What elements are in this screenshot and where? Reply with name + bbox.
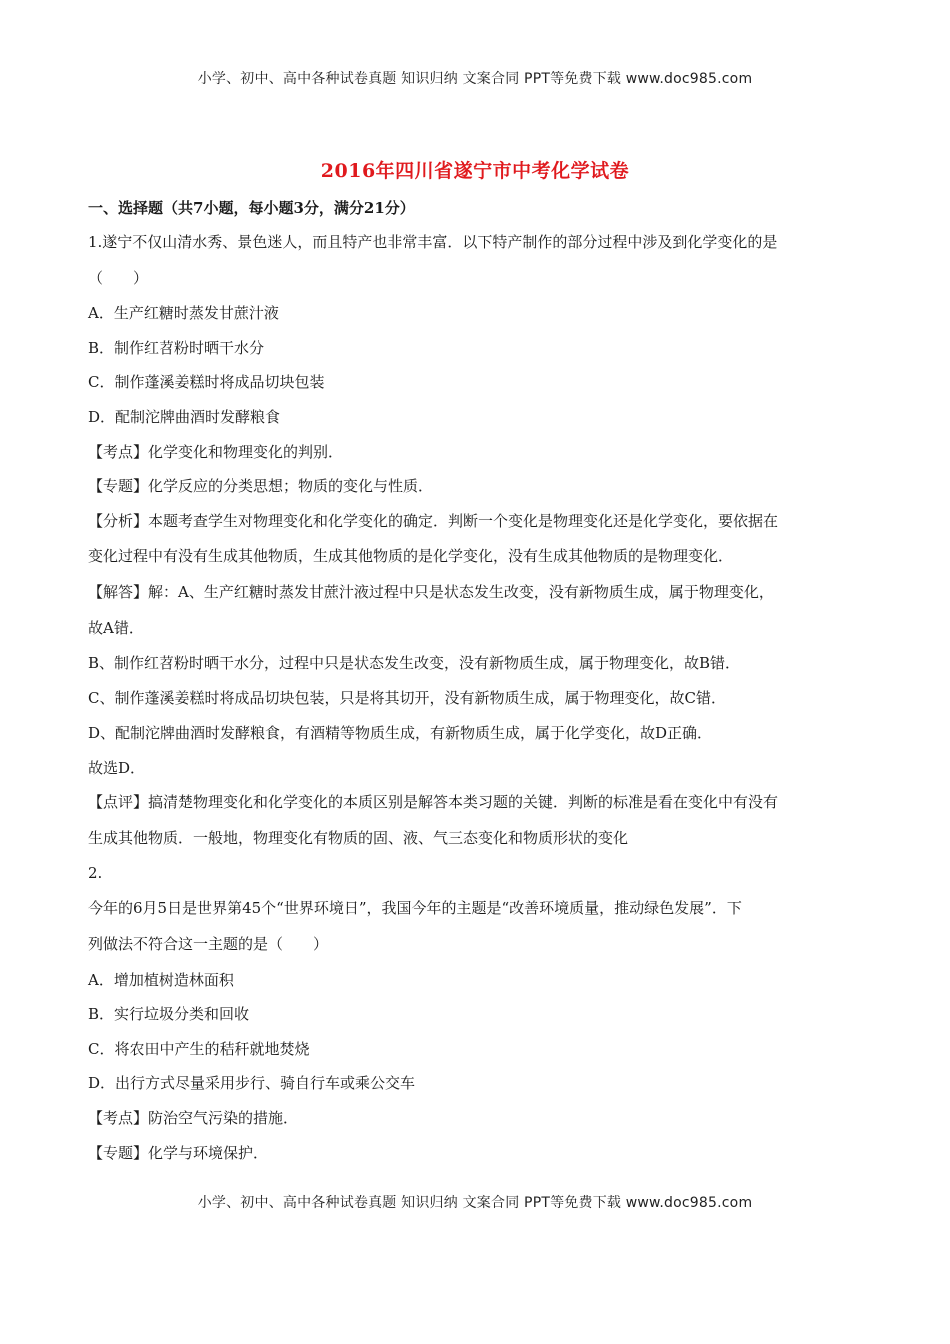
q2-option-b: B．实行垃圾分类和回收 [88, 1005, 250, 1023]
q1-stem-line1: 1.遂宁不仅山清水秀、景色迷人，而且特产也非常丰富．以下特产制作的部分过程中涉及到化学变化的是 [88, 233, 778, 251]
q1-jieda-line2: 故A错． [88, 619, 144, 637]
q1-stem-line2: （ ） [88, 269, 149, 287]
q2-zhuanti: 【专题】化学与环境保护． [88, 1144, 269, 1162]
q1-option-a: A．生产红糖时蒸发甘蔗汁液 [88, 304, 279, 322]
q2-option-c: C．将农田中产生的秸秆就地焚烧 [88, 1040, 310, 1058]
page-footer: 小学、初中、高中各种试卷真题 知识归纳 文案合同 PPT等免费下载 www.doc985.com [197, 1195, 753, 1211]
q1-jieda-line1: 【解答】解：A、生产红糖时蒸发甘蔗汁液过程中只是状态发生改变，没有新物质生成，属于物理变化， [88, 583, 774, 601]
q1-dianping-line2: 生成其他物质．一般地，物理变化有物质的固、液、气三态变化和物质形状的变化 [88, 829, 629, 847]
q1-option-b: B．制作红苕粉时晒干水分 [88, 339, 265, 357]
q2-number: 2. [88, 864, 103, 882]
q1-kaodian: 【考点】化学变化和物理变化的判别． [88, 443, 344, 461]
q1-dianping-line1: 【点评】搞清楚物理变化和化学变化的本质区别是解答本类习题的关键．判断的标准是看在变化中有没有 [88, 793, 779, 811]
page-header: 小学、初中、高中各种试卷真题 知识归纳 文案合同 PPT等免费下载 www.doc985.com [197, 71, 753, 87]
exam-title: 2016年四川省遂宁市中考化学试卷 [320, 160, 630, 182]
q1-answer: 故选D． [88, 759, 146, 777]
q1-jieda-d: D、配制沱牌曲酒时发酵粮食，有酒精等物质生成，有新物质生成，属于化学变化，故D正确． [88, 724, 713, 742]
q1-option-c: C．制作蓬溪姜糕时将成品切块包装 [88, 373, 325, 391]
q1-jieda-c: C、制作蓬溪姜糕时将成品切块包装，只是将其切开，没有新物质生成，属于物理变化，故C错． [88, 689, 726, 707]
q1-fenxi-line2: 变化过程中有没有生成其他物质，生成其他物质的是化学变化，没有生成其他物质的是物理变化． [88, 547, 734, 565]
q1-zhuanti: 【专题】化学反应的分类思想；物质的变化与性质． [88, 477, 434, 495]
section-heading: 一、选择题（共7小题，每小题3分，满分21分） [88, 199, 415, 217]
q2-stem-line1: 今年的6月5日是世界第45个“世界环境日”，我国今年的主题是“改善环境质量，推动绿色发展”．下 [88, 899, 742, 917]
q2-kaodian: 【考点】防治空气污染的措施． [88, 1109, 299, 1127]
q2-option-a: A．增加植树造林面积 [88, 971, 234, 989]
q1-fenxi-line1: 【分析】本题考查学生对物理变化和化学变化的确定．判断一个变化是物理变化还是化学变化，要依据在 [88, 512, 779, 530]
q2-stem-line2: 列做法不符合这一主题的是（ ） [88, 935, 329, 953]
q1-jieda-b: B、制作红苕粉时晒干水分，过程中只是状态发生改变，没有新物质生成，属于物理变化，故B错． [88, 654, 741, 672]
q2-option-d: D．出行方式尽量采用步行、骑自行车或乘公交车 [88, 1074, 416, 1092]
q1-option-d: D．配制沱牌曲酒时发酵粮食 [88, 408, 281, 426]
